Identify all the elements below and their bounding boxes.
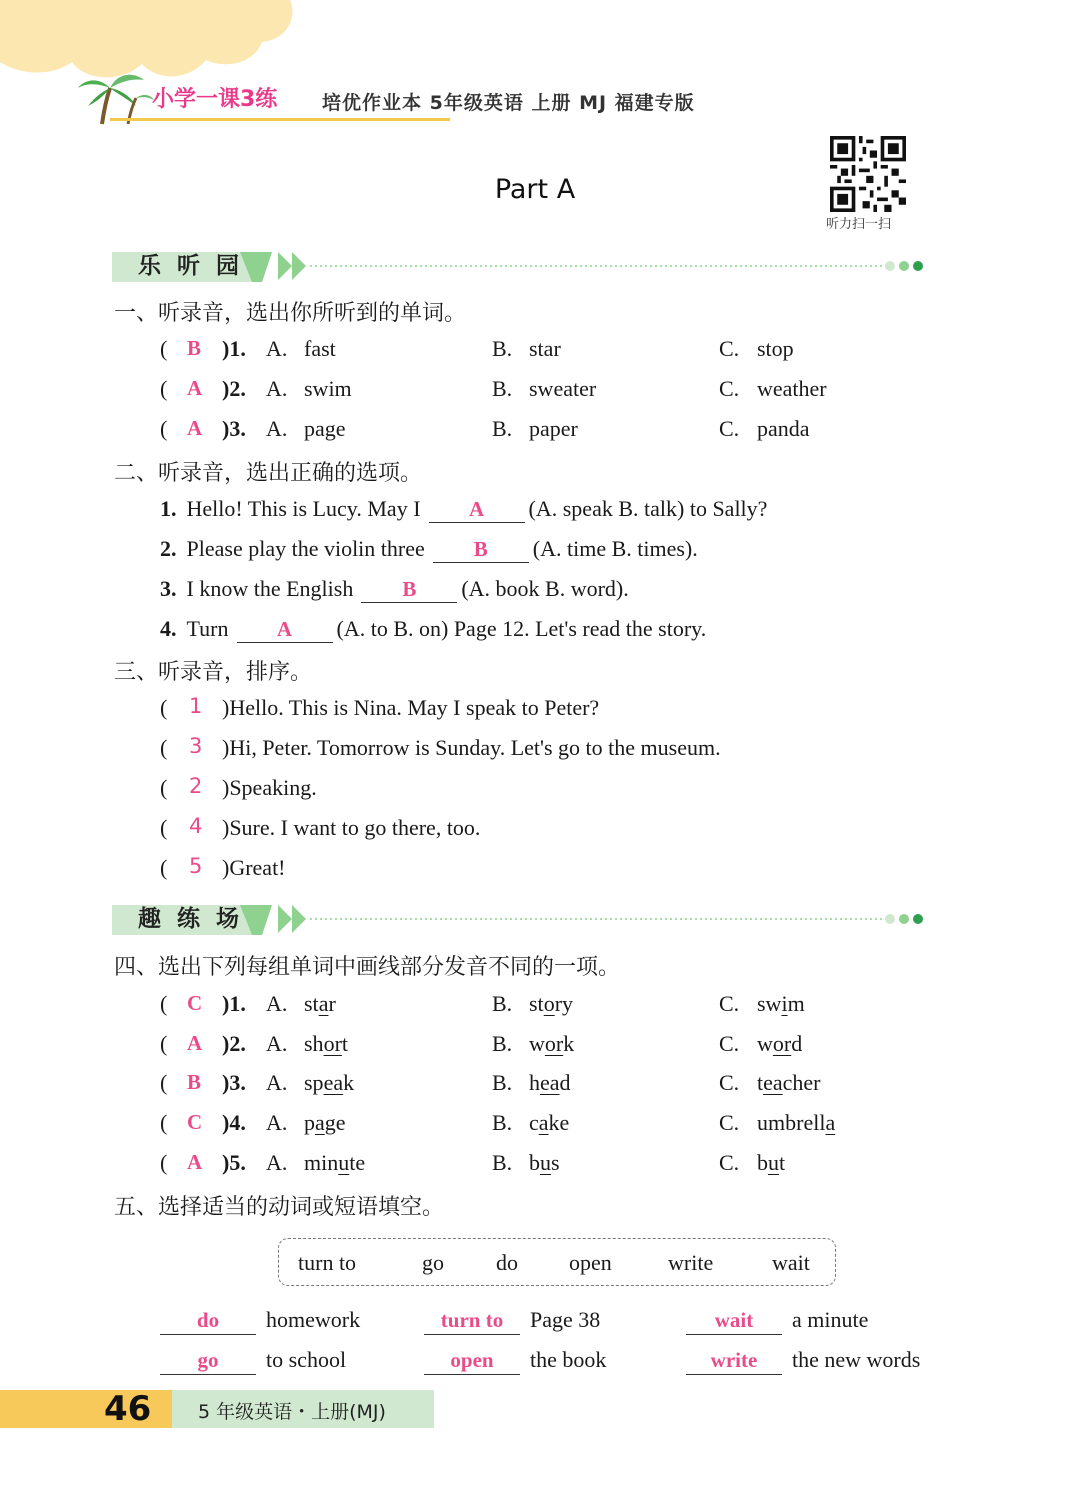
dialogue-line: )Hi, Peter. Tomorrow is Sunday. Let's go to the museum. — [222, 735, 721, 760]
underlined-part: u — [338, 1150, 350, 1175]
answer-letter[interactable]: B — [187, 1070, 202, 1094]
sentence-options: (A. book B. word). — [461, 576, 629, 601]
option-b: cake — [529, 1110, 570, 1135]
q3-heading: 三、听录音，排序。 — [114, 660, 313, 685]
question-number: )2. — [222, 376, 246, 401]
option-label-c: C. — [719, 1070, 740, 1095]
option-label-b: B. — [492, 336, 513, 361]
answer-letter[interactable]: C — [187, 1110, 203, 1134]
option-label-b: B. — [492, 991, 513, 1016]
q1-heading: 一、听录音，选出你所听到的单词。 — [114, 301, 467, 326]
word-bank-item: open — [569, 1250, 612, 1275]
fill-item — [160, 1306, 360, 1335]
answer-letter[interactable]: B — [187, 336, 202, 360]
option-label-b: B. — [492, 1070, 513, 1095]
option-label-b: B. — [492, 1150, 513, 1175]
option-label-a: A. — [266, 1031, 288, 1056]
fill-item — [424, 1346, 606, 1375]
answer-blank[interactable] — [237, 616, 333, 643]
fill-blank[interactable]: open — [424, 1346, 520, 1375]
q4-row — [160, 1110, 920, 1140]
q4-row — [160, 1150, 920, 1180]
question-number: )5. — [222, 1150, 246, 1175]
question-num-text: 1. — [229, 336, 246, 361]
question-number: 2. — [160, 536, 177, 561]
question-number: )3. — [222, 1070, 246, 1095]
q2-row — [160, 536, 698, 563]
question-number: )1. — [222, 336, 246, 361]
underlined-part: or — [323, 1031, 342, 1056]
q3-row — [160, 695, 920, 725]
option-c: swim — [757, 991, 805, 1016]
option-b: paper — [529, 416, 578, 441]
underlined-part: ea — [540, 1070, 560, 1095]
fill-item — [686, 1346, 920, 1375]
option-c: stop — [757, 336, 794, 361]
q2-row — [160, 496, 767, 523]
option-c: word — [757, 1031, 803, 1056]
q4-row — [160, 1031, 920, 1061]
answer-letter[interactable]: A — [187, 1150, 203, 1174]
qr-code[interactable] — [830, 136, 906, 212]
qr-label: 听力扫一扫 — [826, 217, 892, 232]
answer-letter: A — [276, 617, 293, 641]
q1-row — [160, 376, 920, 406]
underlined-part: i — [781, 991, 788, 1016]
answer-letter: B — [402, 577, 417, 601]
option-label-c: C. — [719, 1150, 740, 1175]
fill-item — [424, 1306, 600, 1335]
q4-row — [160, 1070, 920, 1100]
sentence-start: I know the English — [186, 576, 354, 601]
sentence-start: Turn — [186, 616, 229, 641]
underlined-part: u — [768, 1150, 779, 1175]
option-a: star — [304, 991, 336, 1016]
option-a: swim — [304, 376, 352, 401]
choice-paren: ( — [160, 1031, 168, 1056]
word-bank-item: write — [668, 1250, 714, 1275]
question-num-text: 3. — [229, 416, 246, 441]
question-number: )3. — [222, 416, 246, 441]
q3-row — [160, 735, 920, 765]
sentence-options: (A. time B. times). — [532, 536, 698, 561]
fill-blank[interactable]: wait — [686, 1306, 782, 1335]
fill-blank[interactable]: write — [686, 1346, 782, 1375]
order-number[interactable]: 5 — [189, 854, 203, 878]
section-title-listen: 乐 听 园 — [138, 253, 244, 279]
fill-phrase: to school — [266, 1347, 347, 1372]
answer-letter[interactable]: A — [187, 1031, 203, 1055]
sentence-start: Hello! This is Lucy. May I — [186, 496, 421, 521]
q3-row — [160, 775, 920, 805]
question-number: 3. — [160, 576, 177, 601]
fill-blank[interactable]: turn to — [424, 1306, 520, 1335]
underlined-part: ea — [763, 1070, 783, 1095]
option-label-c: C. — [719, 416, 740, 441]
dialogue-line: )Sure. I want to go there, too. — [222, 815, 481, 840]
fill-phrase: Page 38 — [530, 1307, 601, 1332]
brand-title: 小学一课3练 — [152, 87, 278, 112]
dialogue-line: )Speaking. — [222, 775, 317, 800]
underlined-part: o — [543, 991, 555, 1016]
option-c: but — [757, 1150, 786, 1175]
fill-phrase: a minute — [792, 1307, 869, 1332]
order-number[interactable]: 1 — [189, 694, 203, 718]
option-b: star — [529, 336, 561, 361]
option-label-a: A. — [266, 1070, 288, 1095]
option-c: teacher — [757, 1070, 821, 1095]
option-b: bus — [529, 1150, 560, 1175]
q2-row — [160, 616, 706, 643]
fill-item — [160, 1346, 346, 1375]
option-label-b: B. — [492, 376, 513, 401]
order-paren: ( — [160, 695, 168, 720]
choice-paren: ( — [160, 416, 168, 441]
q2-row — [160, 576, 629, 603]
choice-paren: ( — [160, 1110, 168, 1135]
sentence-start: Please play the violin three — [186, 536, 425, 561]
option-a: short — [304, 1031, 349, 1056]
option-label-c: C. — [719, 1110, 740, 1135]
palm-tree-icon — [74, 66, 154, 126]
choice-paren: ( — [160, 1070, 168, 1095]
order-paren: ( — [160, 855, 168, 880]
fill-phrase: homework — [266, 1307, 361, 1332]
q2-heading: 二、听录音，选出正确的选项。 — [114, 461, 423, 486]
answer-letter[interactable]: A — [187, 376, 203, 400]
option-label-b: B. — [492, 416, 513, 441]
sentence-options: (A. speak B. talk) to Sally? — [528, 496, 768, 521]
option-label-c: C. — [719, 1031, 740, 1056]
answer-letter[interactable]: C — [187, 991, 203, 1015]
option-label-c: C. — [719, 336, 740, 361]
dialogue-line: )Hello. This is Nina. May I speak to Peter? — [222, 695, 600, 720]
fill-item — [686, 1306, 868, 1335]
q4-heading: 四、选出下列每组单词中画线部分发音不同的一项。 — [114, 955, 621, 980]
option-label-a: A. — [266, 416, 288, 441]
option-label-a: A. — [266, 1110, 288, 1135]
order-paren: ( — [160, 815, 168, 840]
q1-row — [160, 336, 920, 366]
option-a: speak — [304, 1070, 355, 1095]
option-c: panda — [757, 416, 810, 441]
option-a: page — [304, 1110, 346, 1135]
question-number: )4. — [222, 1110, 246, 1135]
underlined-part: a — [318, 991, 329, 1016]
option-label-c: C. — [719, 376, 740, 401]
option-b: head — [529, 1070, 571, 1095]
underlined-part: a — [538, 1110, 549, 1135]
answer-letter: A — [468, 497, 485, 521]
underlined-part: a — [825, 1110, 836, 1135]
answer-blank[interactable] — [433, 536, 529, 563]
option-b: work — [529, 1031, 575, 1056]
word-bank — [278, 1238, 836, 1286]
choice-paren: ( — [160, 376, 168, 401]
underlined-part: ea — [323, 1070, 344, 1095]
option-label-a: A. — [266, 376, 288, 401]
q3-row — [160, 855, 920, 885]
order-paren: ( — [160, 735, 168, 760]
underlined-part: a — [315, 1110, 325, 1135]
question-number: )2. — [222, 1031, 246, 1056]
option-b: sweater — [529, 376, 597, 401]
option-label-a: A. — [266, 991, 288, 1016]
option-b: story — [529, 991, 574, 1016]
fill-phrase: the new words — [792, 1347, 921, 1372]
q3-row — [160, 815, 920, 845]
question-number: 1. — [160, 496, 177, 521]
underlined-part: u — [540, 1150, 551, 1175]
word-bank-item: go — [422, 1250, 444, 1275]
dialogue-line: )Great! — [222, 855, 286, 880]
sentence-options: (A. to B. on) Page 12. Let's read the story. — [336, 616, 707, 641]
option-a: fast — [304, 336, 336, 361]
fill-blank[interactable]: go — [160, 1346, 256, 1375]
series-title: 培优作业本 5年级英语 上册 MJ 福建专版 — [322, 92, 695, 114]
choice-paren: ( — [160, 1150, 168, 1175]
option-label-a: A. — [266, 1150, 288, 1175]
answer-blank[interactable] — [429, 496, 525, 523]
question-number: 4. — [160, 616, 177, 641]
header-underline — [110, 118, 450, 121]
option-a: minute — [304, 1150, 366, 1175]
question-number: )1. — [222, 991, 246, 1016]
choice-paren: ( — [160, 336, 168, 361]
answer-letter: B — [473, 537, 488, 561]
order-number[interactable]: 4 — [189, 814, 203, 838]
option-label-c: C. — [719, 991, 740, 1016]
option-c: umbrella — [757, 1110, 836, 1135]
q4-row — [160, 991, 920, 1021]
section-title-practice: 趣 练 场 — [138, 906, 244, 932]
page-title: Part A — [494, 174, 576, 205]
answer-blank[interactable] — [361, 576, 457, 603]
word-bank-item: turn to — [298, 1250, 357, 1275]
question-num-text: 2. — [229, 376, 246, 401]
q5-heading: 五、选择适当的动词或短语填空。 — [114, 1195, 445, 1220]
option-label-b: B. — [492, 1031, 513, 1056]
underlined-part: or — [772, 1031, 792, 1056]
answer-letter[interactable]: A — [187, 416, 203, 440]
option-c: weather — [757, 376, 827, 401]
word-bank-item: do — [496, 1250, 518, 1275]
option-label-a: A. — [266, 336, 288, 361]
q1-row — [160, 416, 920, 446]
choice-paren: ( — [160, 991, 168, 1016]
order-number[interactable]: 3 — [189, 734, 203, 758]
underlined-part: or — [544, 1031, 564, 1056]
fill-blank[interactable]: do — [160, 1306, 256, 1335]
option-a: page — [304, 416, 346, 441]
fill-phrase: the book — [530, 1347, 607, 1372]
order-number[interactable]: 2 — [189, 774, 203, 798]
footer-label: 5 年级英语・上册(MJ) — [198, 1401, 386, 1423]
option-label-b: B. — [492, 1110, 513, 1135]
page-number: 46 — [104, 1389, 152, 1429]
order-paren: ( — [160, 775, 168, 800]
word-bank-item: wait — [772, 1250, 810, 1275]
